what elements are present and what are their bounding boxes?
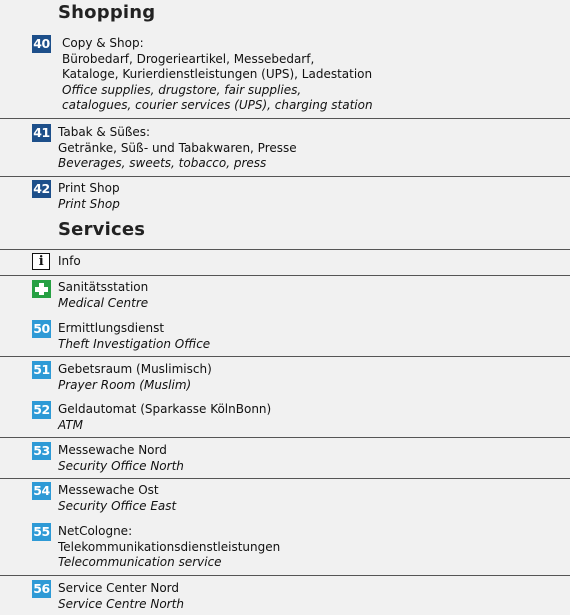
entry-english-line: Medical Centre [58,295,149,310]
entry-english-line: Theft Investigation Office [58,336,211,351]
badge-56: 56 [33,581,50,596]
badge-42: 42 [33,181,50,196]
divider [0,118,570,119]
entry-german-line: Bürobedarf, Drogerieartikel, Messebedarf, [62,51,315,66]
entry-german-line: Service Center Nord [58,581,180,595]
first-aid-cross-icon [32,280,51,298]
entry-english-line: Service Centre North [58,596,184,611]
entry-english-line: Print Shop [58,196,120,211]
entry-english-line: Telecommunication service [58,555,222,569]
entry-german-line: Print Shop [58,181,120,195]
entry-english-line: Security Office East [58,498,177,513]
entry-german-line: Sanitätsstation [58,280,149,294]
badge-40: 40 [33,36,50,51]
entry-german-line: Tabak & Süßes: [58,125,151,139]
shopping-heading: Shopping [58,2,156,23]
divider [0,275,570,276]
divider [0,356,570,357]
entry-german-line: Telekommunikationsdienstleistungen [58,539,281,554]
divider [0,478,570,479]
divider [0,249,570,250]
badge-53: 53 [33,443,50,458]
info-icon: i [32,253,50,270]
badge-55: 55 [33,524,50,539]
entry-german-line: Copy & Shop: [62,36,144,50]
entry-german-line: Getränke, Süß- und Tabakwaren, Presse [58,140,297,155]
entry-german-line: NetCologne: [58,524,133,538]
badge-54: 54 [33,483,50,498]
badge-41: 41 [33,125,50,140]
entry-english-line: Security Office North [58,458,184,473]
entry-german-line: Gebetsraum (Muslimisch) [58,362,212,376]
entry-german-line: Geldautomat (Sparkasse KölnBonn) [58,402,272,416]
divider [0,437,570,438]
badge-51: 51 [33,362,50,377]
entry-english-line: catalogues, courier services (UPS), charging station [62,98,373,112]
entry-english-line: Beverages, sweets, tobacco, press [58,156,267,170]
entry-german-line: Info [58,254,81,268]
entry-english-line: ATM [58,417,84,432]
divider [0,575,570,576]
entry-english-line: Office supplies, drugstore, fair supplies, [62,82,302,97]
badge-50: 50 [33,321,50,336]
badge-52: 52 [33,402,50,417]
entry-german-line: Kataloge, Kurierdienstleistungen (UPS), Ladestation [62,67,373,81]
entry-german-line: Ermittlungsdienst [58,321,165,335]
entry-german-line: Messewache Ost [58,483,159,497]
services-heading: Services [58,219,146,240]
entry-english-line: Prayer Room (Muslim) [58,377,192,392]
divider [0,176,570,177]
entry-german-line: Messewache Nord [58,443,167,457]
